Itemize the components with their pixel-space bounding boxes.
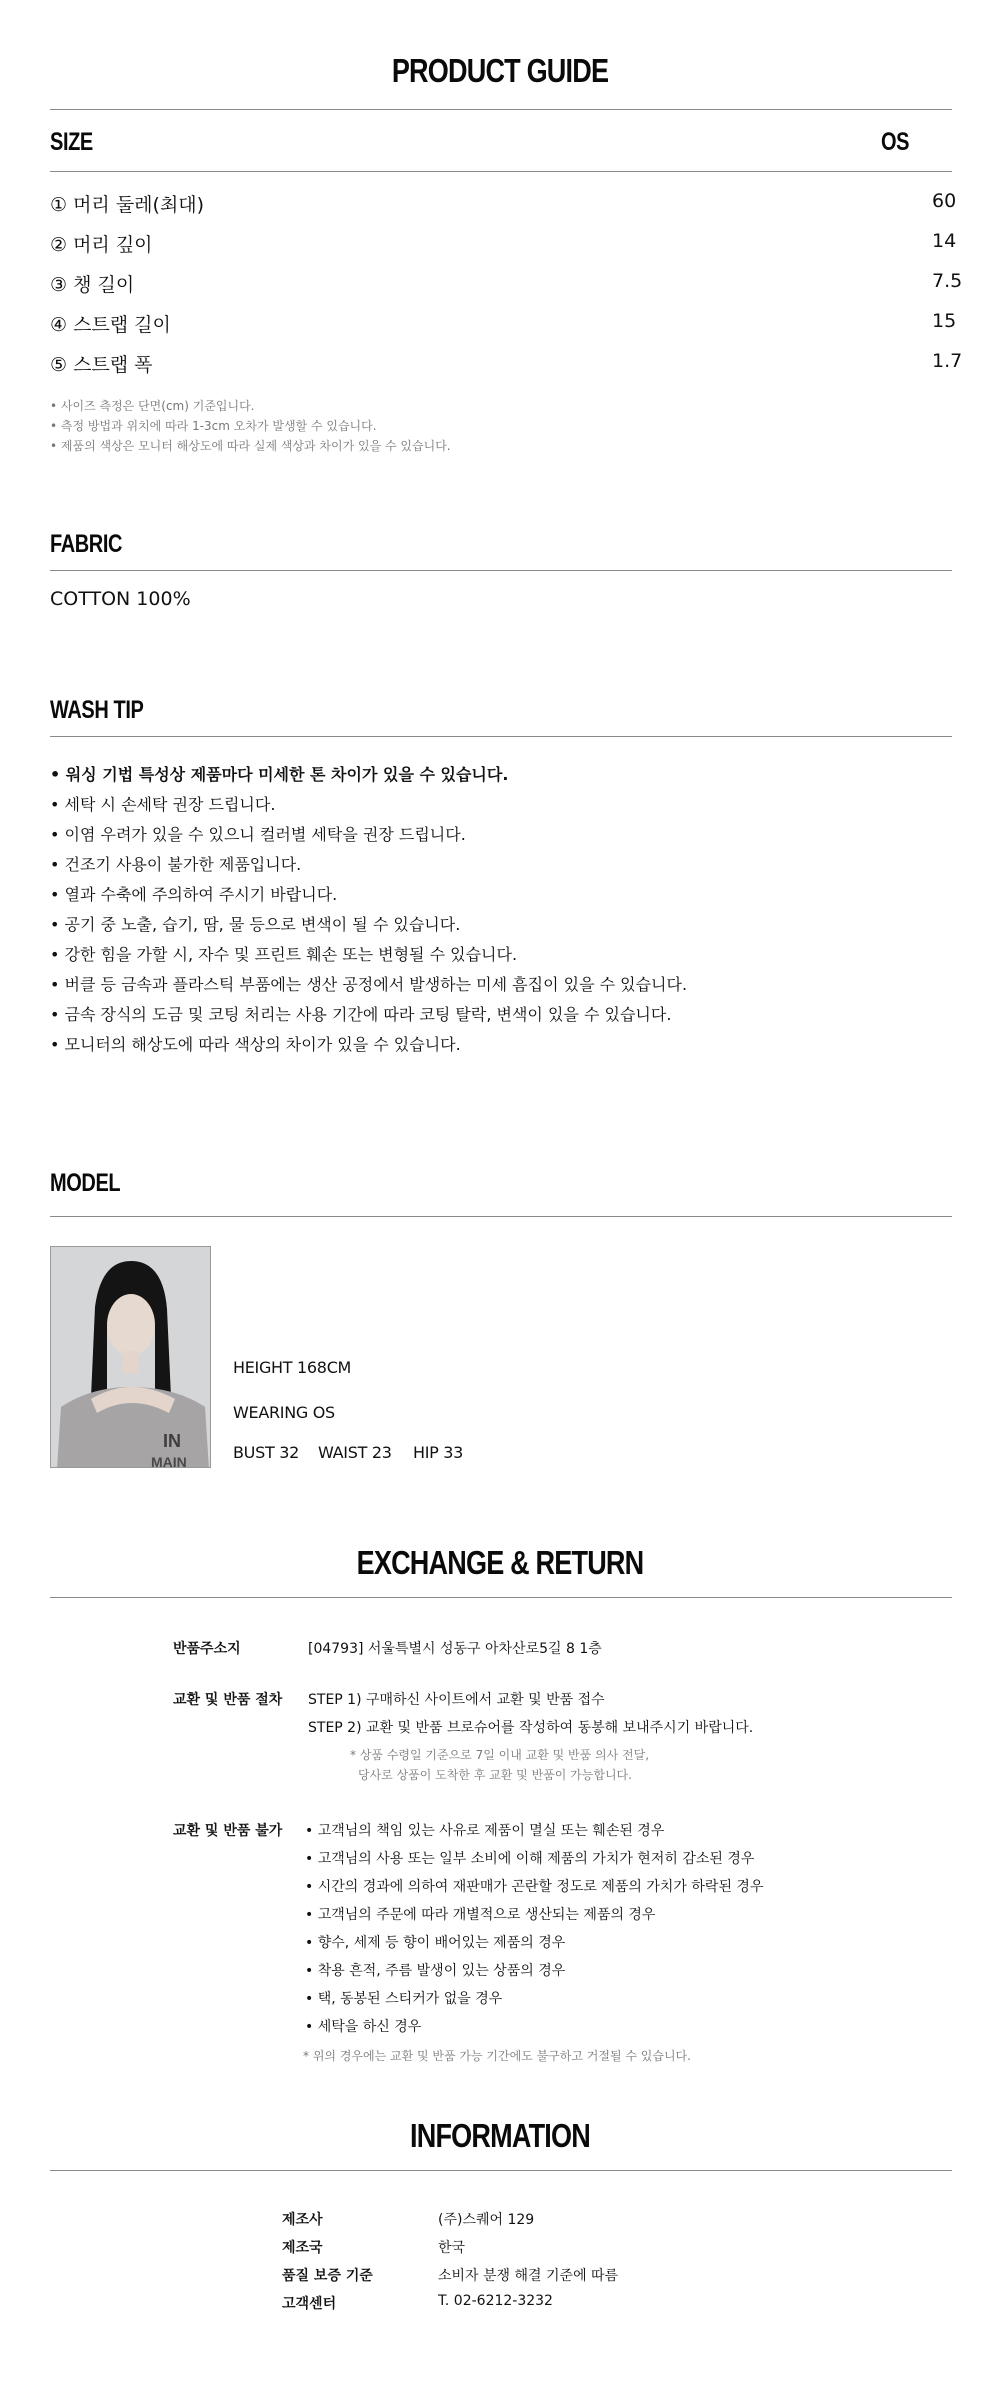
model-waist: WAIST 23 xyxy=(318,1443,392,1462)
wash-tip-item: • 모니터의 해상도에 따라 색상의 차이가 있을 수 있습니다. xyxy=(50,1035,461,1054)
fabric-value: COTTON 100% xyxy=(50,588,191,610)
wash-tip-item: • 버클 등 금속과 플라스틱 부품에는 생산 공정에서 발생하는 미세 흠집이 있을 수 있습니다. xyxy=(50,975,688,994)
model-wearing: WEARING OS xyxy=(233,1403,335,1422)
info-label: 제조사 xyxy=(282,2212,323,2228)
non-returnable-item: • 고객님의 책임 있는 사유로 제품이 멸실 또는 훼손된 경우 xyxy=(305,1823,665,1839)
non-returnable-item: • 고객님의 주문에 따라 개별적으로 생산되는 제품의 경우 xyxy=(305,1907,656,1923)
divider xyxy=(50,736,952,737)
wash-tip-item: • 금속 장식의 도금 및 코팅 처리는 사용 기간에 따라 코팅 탈락, 변색이 있을 수 있습니다. xyxy=(50,1005,672,1024)
non-returnable-item: • 택, 동봉된 스티커가 없을 경우 xyxy=(305,1991,503,2007)
exchange-title: EXCHANGE & RETURN xyxy=(356,1544,644,1581)
size-note: • 측정 방법과 위치에 따라 1-3cm 오차가 발생할 수 있습니다. xyxy=(50,419,377,433)
non-returnable-label: 교환 및 반품 불가 xyxy=(173,1823,283,1839)
size-label: ② 머리 깊이 xyxy=(50,234,153,256)
size-value: 1.7 xyxy=(932,350,963,372)
process-step-2: STEP 2) 교환 및 반품 브로슈어를 작성하여 동봉해 보내주시기 바랍니다. xyxy=(308,1720,754,1736)
model-title: MODEL xyxy=(50,1169,121,1197)
size-row xyxy=(50,310,957,350)
svg-text:IN: IN xyxy=(163,1431,181,1451)
process-label: 교환 및 반품 절차 xyxy=(173,1692,283,1708)
size-value: 7.5 xyxy=(932,270,963,292)
information-title: INFORMATION xyxy=(410,2117,590,2154)
size-label: ① 머리 둘레(최대) xyxy=(50,194,205,216)
product-guide-title: PRODUCT GUIDE xyxy=(391,52,609,89)
size-row xyxy=(50,230,957,270)
non-returnable-item: • 향수, 세제 등 향이 배어있는 제품의 경우 xyxy=(305,1935,566,1951)
non-returnable-item: • 세탁을 하신 경우 xyxy=(305,2019,422,2035)
customer-service-phone: T. 02-6212-3232 xyxy=(438,2293,553,2309)
wash-tip-item: • 이염 우려가 있을 수 있으니 컬러별 세탁을 권장 드립니다. xyxy=(50,825,466,844)
process-note: * 상품 수령일 기준으로 7일 이내 교환 및 반품 의사 전달, xyxy=(350,1748,650,1762)
size-header: SIZE xyxy=(50,128,93,156)
non-returnable-item: • 시간의 경과에 의하여 재판매가 곤란할 정도로 제품의 가치가 하락된 경우 xyxy=(305,1879,764,1895)
size-note: • 사이즈 측정은 단면(cm) 기준입니다. xyxy=(50,399,255,413)
wash-tip-title: WASH TIP xyxy=(50,696,144,724)
non-returnable-item: • 착용 흔적, 주름 발생이 있는 상품의 경우 xyxy=(305,1963,566,1979)
process-step-1: STEP 1) 구매하신 사이트에서 교환 및 반품 접수 xyxy=(308,1692,605,1708)
info-label: 품질 보증 기준 xyxy=(282,2268,373,2284)
wash-tip-item: • 공기 중 노출, 습기, 땀, 물 등으로 변색이 될 수 있습니다. xyxy=(50,915,461,934)
fabric-title: FABRIC xyxy=(50,530,123,558)
info-label: 고객센터 xyxy=(282,2296,337,2312)
model-bust: BUST 32 xyxy=(233,1443,299,1462)
size-value: 15 xyxy=(932,310,957,332)
size-row xyxy=(50,350,963,390)
return-address: [04793] 서울특별시 성동구 아차산로5길 8 1층 xyxy=(308,1641,602,1657)
wash-tip-item: • 강한 힘을 가할 시, 자수 및 프린트 훼손 또는 변형될 수 있습니다. xyxy=(50,945,518,964)
model-photo xyxy=(50,1246,211,1468)
divider xyxy=(50,1216,952,1217)
wash-tip-item: • 열과 수축에 주의하여 주시기 바랍니다. xyxy=(50,885,338,904)
size-label: ④ 스트랩 길이 xyxy=(50,314,171,336)
non-returnable-note: * 위의 경우에는 교환 및 반품 가능 기간에도 불구하고 거절될 수 있습니다. xyxy=(303,2049,691,2063)
divider xyxy=(50,171,952,172)
size-value: 14 xyxy=(932,230,957,252)
divider xyxy=(50,2170,952,2171)
process-note: 당사로 상품이 도착한 후 교환 및 반품이 가능합니다. xyxy=(358,1768,632,1782)
info-value: 한국 xyxy=(438,2240,466,2256)
model-height: HEIGHT 168CM xyxy=(233,1358,352,1377)
non-returnable-item: • 고객님의 사용 또는 일부 소비에 이해 제품의 가치가 현저히 감소된 경우 xyxy=(305,1851,755,1867)
size-row xyxy=(50,190,957,230)
size-label: ⑤ 스트랩 폭 xyxy=(50,354,153,376)
size-note: • 제품의 색상은 모니터 해상도에 따라 실제 색상과 차이가 있을 수 있습니다. xyxy=(50,439,451,453)
size-row xyxy=(50,270,963,310)
size-value: 60 xyxy=(932,190,957,212)
size-label: ③ 챙 길이 xyxy=(50,274,135,296)
model-hip: HIP 33 xyxy=(413,1443,464,1462)
wash-tip-item: • 세탁 시 손세탁 권장 드립니다. xyxy=(50,795,276,814)
os-header: OS xyxy=(881,128,910,156)
model-photo-illustration xyxy=(51,1247,211,1468)
return-address-label: 반품주소지 xyxy=(173,1641,241,1657)
divider xyxy=(50,570,952,571)
divider xyxy=(50,109,952,110)
info-label: 제조국 xyxy=(282,2240,323,2256)
divider xyxy=(50,1597,952,1598)
wash-tip-item: • 건조기 사용이 불가한 제품입니다. xyxy=(50,855,302,874)
info-value: (주)스퀘어 129 xyxy=(438,2212,535,2228)
info-value: 소비자 분쟁 해결 기준에 따름 xyxy=(438,2268,619,2284)
svg-text:MAIN: MAIN xyxy=(151,1454,187,1468)
wash-tip-item: • 워싱 기법 특성상 제품마다 미세한 톤 차이가 있을 수 있습니다. xyxy=(50,765,509,784)
